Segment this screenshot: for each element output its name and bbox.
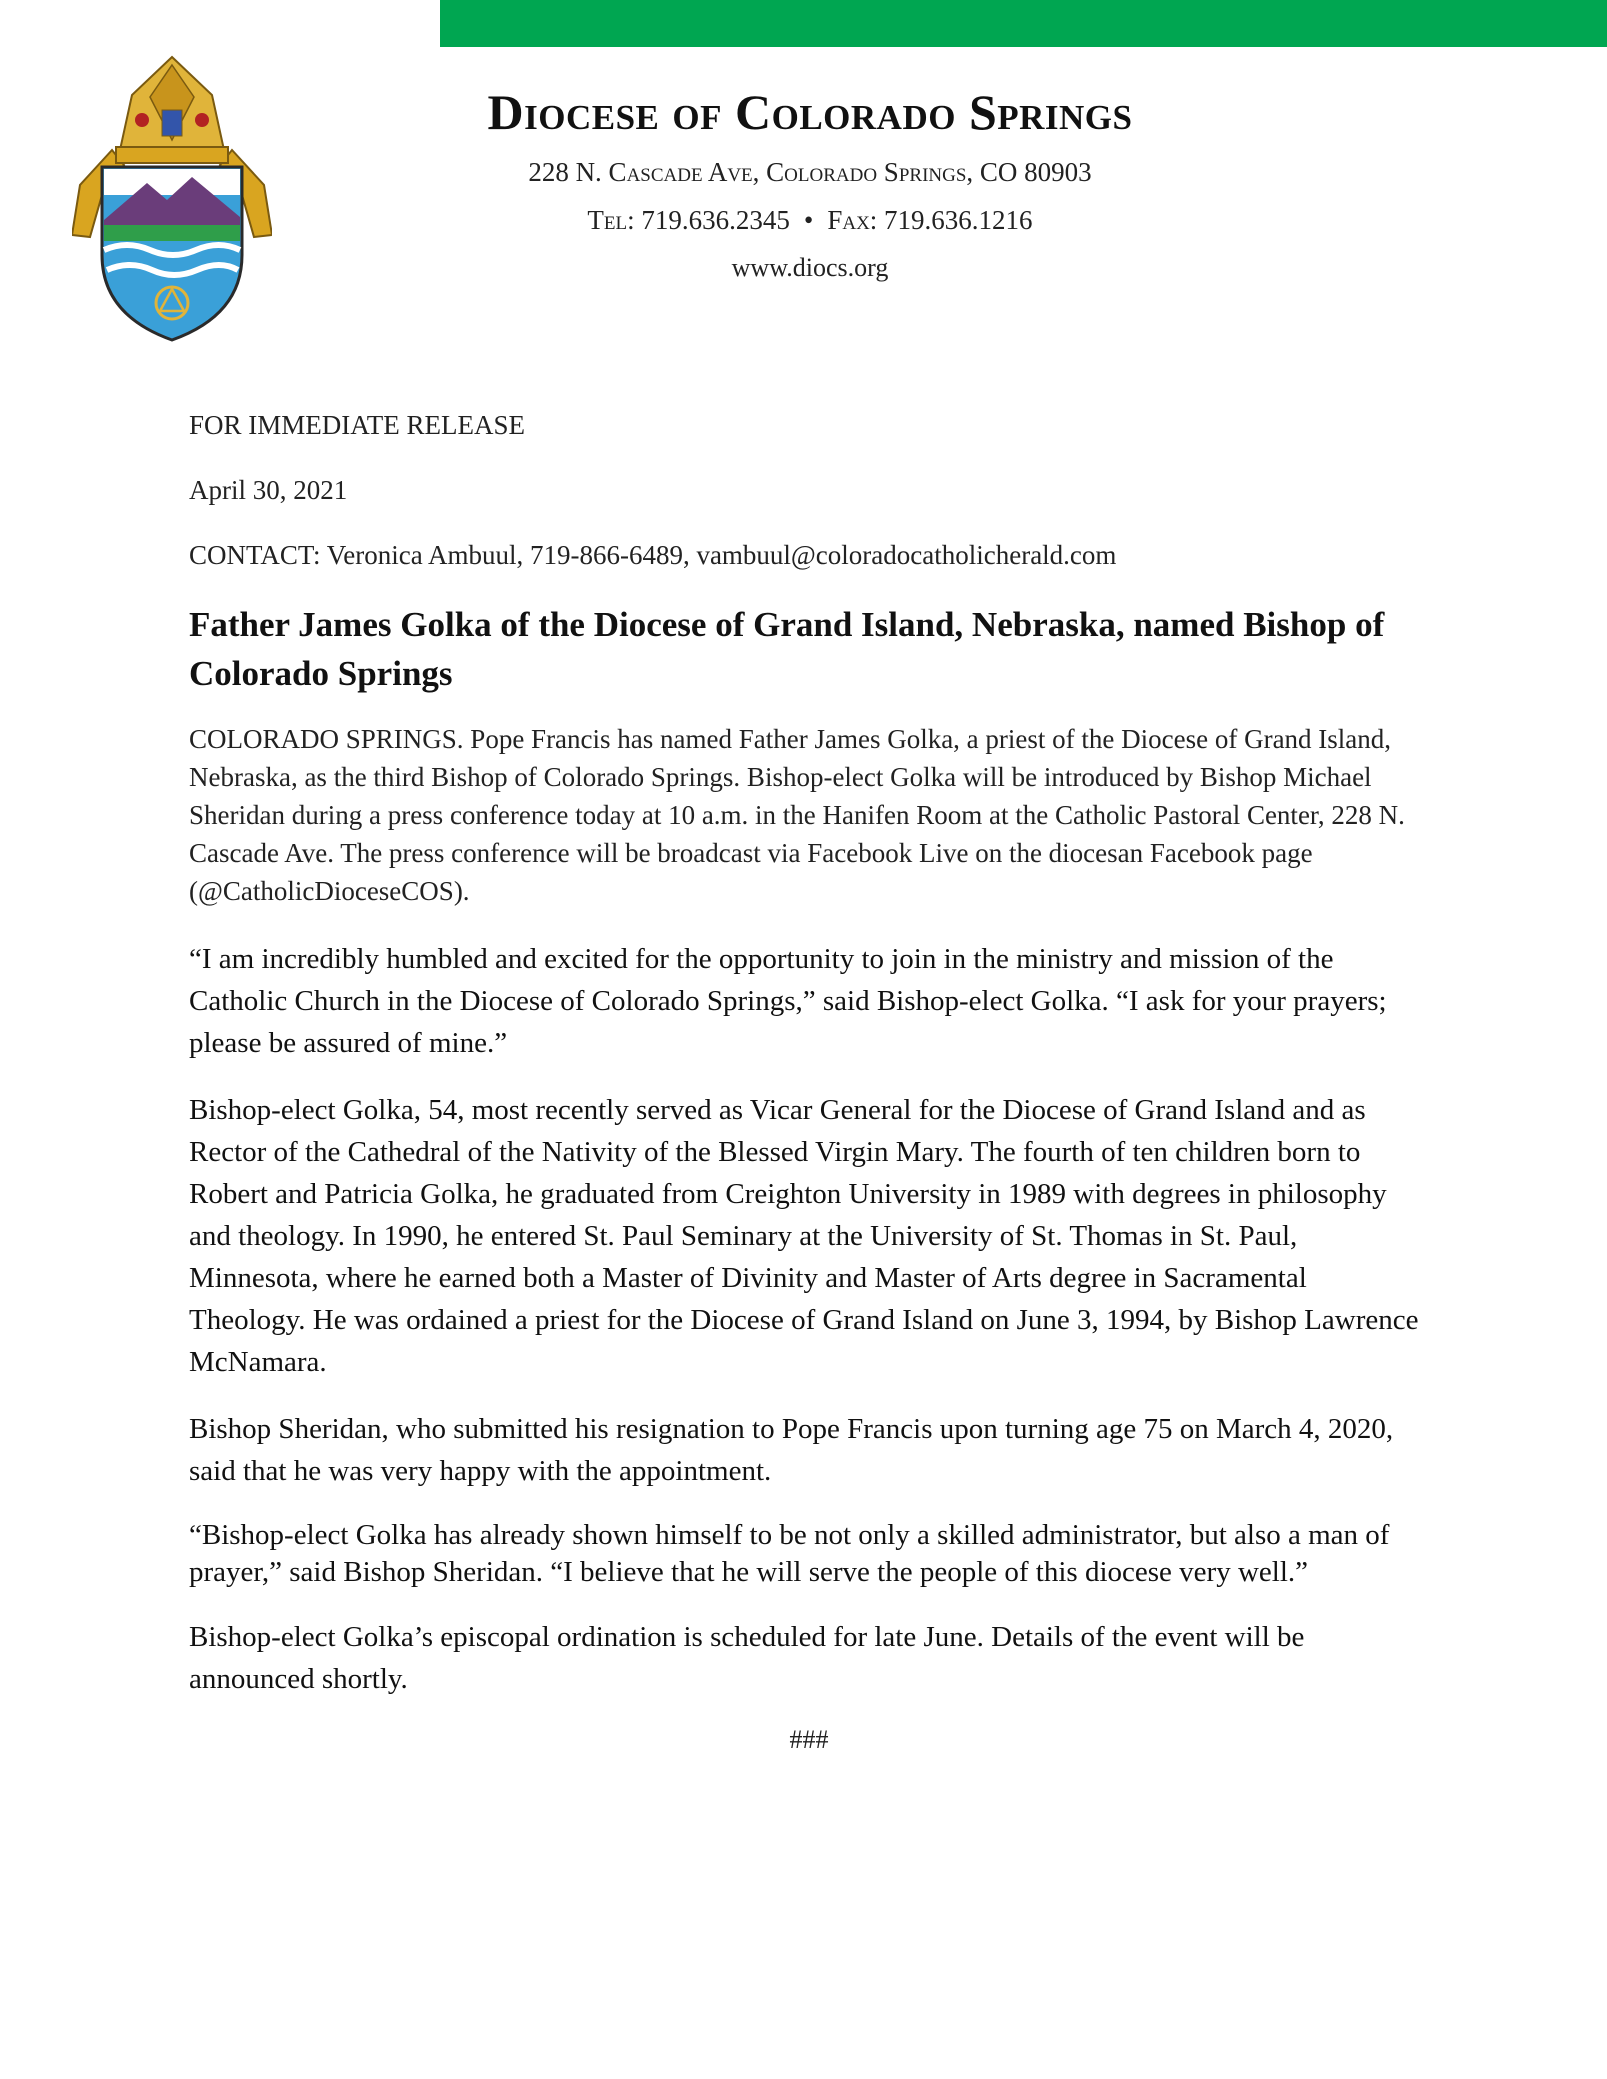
header-accent-bar bbox=[440, 0, 1607, 47]
organization-name: Diocese of Colorado Springs bbox=[487, 84, 1133, 140]
diocese-coat-of-arms-icon bbox=[72, 55, 272, 345]
paragraph-sheridan-resignation: Bishop Sheridan, who submitted his resignation to Pope Francis upon turning age 75 on March 4, 2020, said that he was very happy with the appointment. bbox=[189, 1413, 1394, 1487]
end-mark: ### bbox=[789, 1725, 829, 1754]
paragraph-ordination: Bishop-elect Golka’s episcopal ordination is scheduled for late June. Details of the event will be announced shortly. bbox=[189, 1621, 1305, 1695]
paragraph-quote-golka: “I am incredibly humbled and excited for the opportunity to join in the ministry and mission of the Catholic Church in the Diocese of Colorado Springs,” said Bishop-elect Golka. “I ask for your prayers; please be assured of mine.” bbox=[189, 943, 1387, 1059]
release-date: April 30, 2021 bbox=[189, 475, 348, 505]
lead-paragraph: COLORADO SPRINGS. Pope Francis has named Father James Golka, a priest of the Diocese of Grand Island, Nebraska, as the third Bishop of Colorado Springs. Bishop-elect Golka will be introduced by Bishop Michael Sheridan during a press conference today at 10 a.m. in the Hanifen Room at the Catholic Pastoral Center, 228 N. Cascade Ave. The press conference will be broadcast via Facebook Live on the diocesan Facebook page (@CatholicDioceseCOS). bbox=[189, 724, 1405, 906]
press-release-body bbox=[189, 405, 1429, 1755]
letterhead bbox=[440, 80, 1180, 292]
bullet-separator: • bbox=[803, 205, 814, 235]
organization-address: 228 N. Cascade Ave, Colorado Springs, CO 80903 bbox=[528, 157, 1092, 187]
media-contact: CONTACT: Veronica Ambuul, 719-866-6489, vambuul@coloradocatholicherald.com bbox=[189, 540, 1117, 570]
telephone: Tel: 719.636.2345 bbox=[587, 205, 790, 235]
paragraph-quote-sheridan: “Bishop-elect Golka has already shown himself to be not only a skilled administrator, but also a man of prayer,” said Bishop Sheridan. “I believe that he will serve the people of this diocese very well.” bbox=[189, 1519, 1390, 1588]
headline: Father James Golka of the Diocese of Grand Island, Nebraska, named Bishop of Colorado Springs bbox=[189, 605, 1385, 693]
fax: Fax: 719.636.1216 bbox=[827, 205, 1033, 235]
phone-fax-line bbox=[440, 196, 1180, 244]
release-label: FOR IMMEDIATE RELEASE bbox=[189, 410, 525, 440]
website-link[interactable]: www.diocs.org bbox=[731, 253, 889, 282]
paragraph-biography: Bishop-elect Golka, 54, most recently served as Vicar General for the Diocese of Grand Island and as Rector of the Cathedral of the Nativity of the Blessed Virgin Mary. The fourth of ten children born to Robert and Patricia Golka, he graduated from Creighton University in 1989 with degrees in philosophy and theology. In 1990, he entered St. Paul Seminary at the University of St. Thomas in St. Paul, Minnesota, where he earned both a Master of Divinity and Master of Arts degree in Sacramental Theology. He was ordained a priest for the Diocese of Grand Island on June 3, 1994, by Bishop Lawrence McNamara. bbox=[189, 1094, 1419, 1378]
